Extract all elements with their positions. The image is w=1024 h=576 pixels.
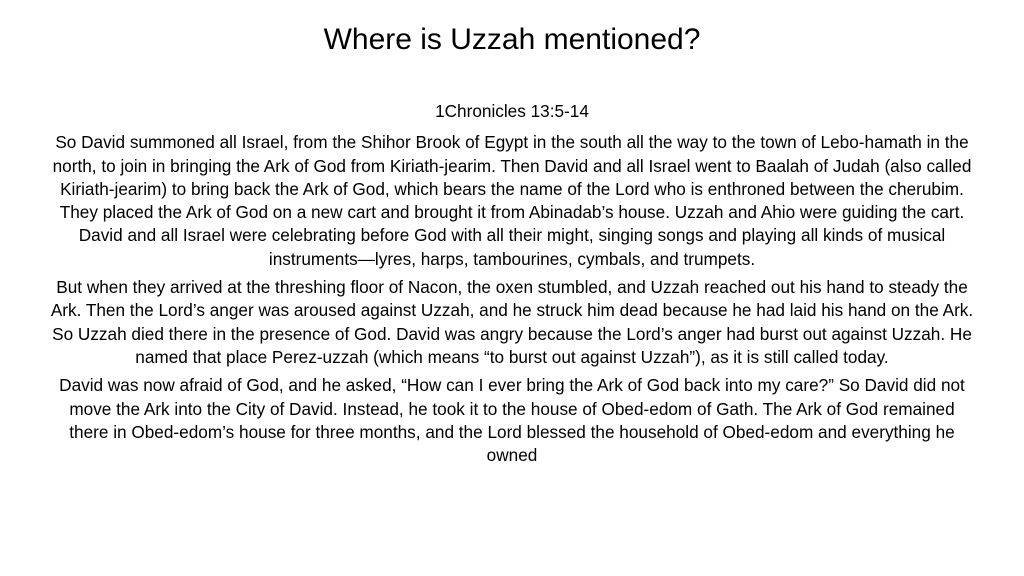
scripture-paragraph-1: So David summoned all Israel, from the Shihor Brook of Egypt in the south all the way to the town of Lebo-hamath in the north, to join in bringing the Ark of God from Kiriath-jearim. Then David and all Israel went to Baalah of Judah (also called Kiriath-jearim) to bring back the Ark of God, which bears the name of the Lord who is enthroned between the cherubim. They placed the Ark of God on a new cart and brought it from Abinadab’s house. Uzzah and Ahio were guiding the cart. David and all Israel were celebrating before God with all their might, singing songs and playing all kinds of musical instruments—lyres, harps, tambourines, cymbals, and trumpets.	[52, 132, 972, 269]
scripture-paragraph-3: David was now afraid of God, and he asked, “How can I ever bring the Ark of God back into my care?” So David did not move the Ark into the City of David. Instead, he took it to the house of Obed-edom of Gath. The Ark of God remained there in Obed-edom’s house for three months, and the Lord blessed the household of Obed-edom and everything he owned	[59, 375, 965, 466]
slide-body	[48, 100, 976, 472]
slide-title: Where is Uzzah mentioned?	[323, 23, 701, 56]
scripture-paragraph-2: But when they arrived at the threshing floor of Nacon, the oxen stumbled, and Uzzah reached out his hand to steady the Ark. Then the Lord’s anger was aroused against Uzzah, and he struck him dead because he had laid his hand on the Ark. So Uzzah died there in the presence of God. David was angry because the Lord’s anger had burst out against Uzzah. He named that place Perez-uzzah (which means “to burst out against Uzzah”), as it is still called today.	[50, 277, 974, 367]
scripture-reference: 1Chronicles 13:5-14	[435, 101, 589, 121]
